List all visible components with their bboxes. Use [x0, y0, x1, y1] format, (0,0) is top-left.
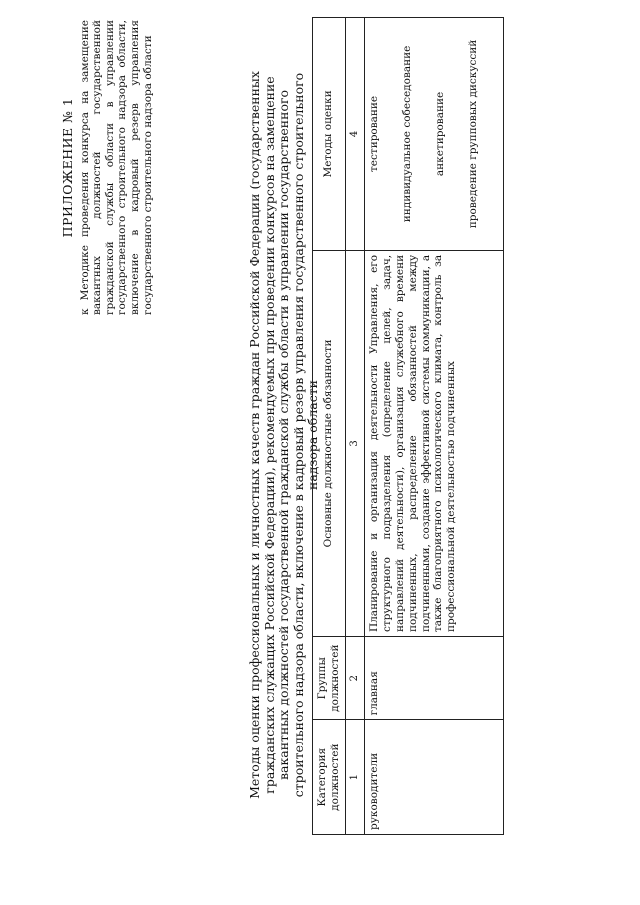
column-number: 3	[345, 250, 365, 636]
cell-methods	[365, 18, 503, 251]
table-header-row	[313, 18, 346, 835]
column-number-row	[345, 18, 365, 835]
column-number: 4	[345, 18, 365, 251]
method-item: анкетирование	[433, 91, 446, 177]
method-item: тестирование	[368, 95, 381, 173]
appendix-text: к Методике проведения конкурса на замещение вакантных должностей государственной гражданской службы области в управлении государственного строительного надзора области, включение в кадровый резерв управления государственного строительного надзора области	[78, 20, 154, 315]
header-duties: Основные должностные обязанности	[313, 250, 346, 636]
column-number: 1	[345, 720, 365, 835]
method-item: индивидуальное собеседование	[401, 45, 414, 223]
method-item: проведение групповых дискуссий	[466, 39, 479, 229]
header-methods: Методы оценки	[313, 18, 346, 251]
header-group: Группы должностей	[313, 637, 346, 720]
table-row	[365, 18, 503, 835]
document-title: Методы оценки профессиональных и личностных качеств граждан Российской Федерации (государственных гражданских служащих Российской Федерации), рекомендуемых при проведении конкурсов на замещение вакантных должностей государственной гражданской службы области в управлении государственного строительного надзора области, включение в кадровый резерв управления государственного строительного надзора области	[247, 71, 320, 799]
methods-table	[312, 17, 504, 835]
cell-group: главная	[365, 637, 503, 720]
cell-category: руководители	[365, 720, 503, 835]
appendix-title: ПРИЛОЖЕНИЕ № 1	[60, 97, 75, 238]
appendix-block	[62, 20, 154, 315]
header-category: Категория должностей	[313, 720, 346, 835]
column-number: 2	[345, 637, 365, 720]
cell-duties: Планирование и организация деятельности Управления, его структурного подразделения (определение целей, задач, направлений деятельности), организация служебного времени подчиненных, распределение обязанностей между подчиненными, создание эффективной системы коммуникации, а также благоприятного психологического климата, контроль за профессиональной деятельностью подчиненных	[365, 250, 503, 636]
